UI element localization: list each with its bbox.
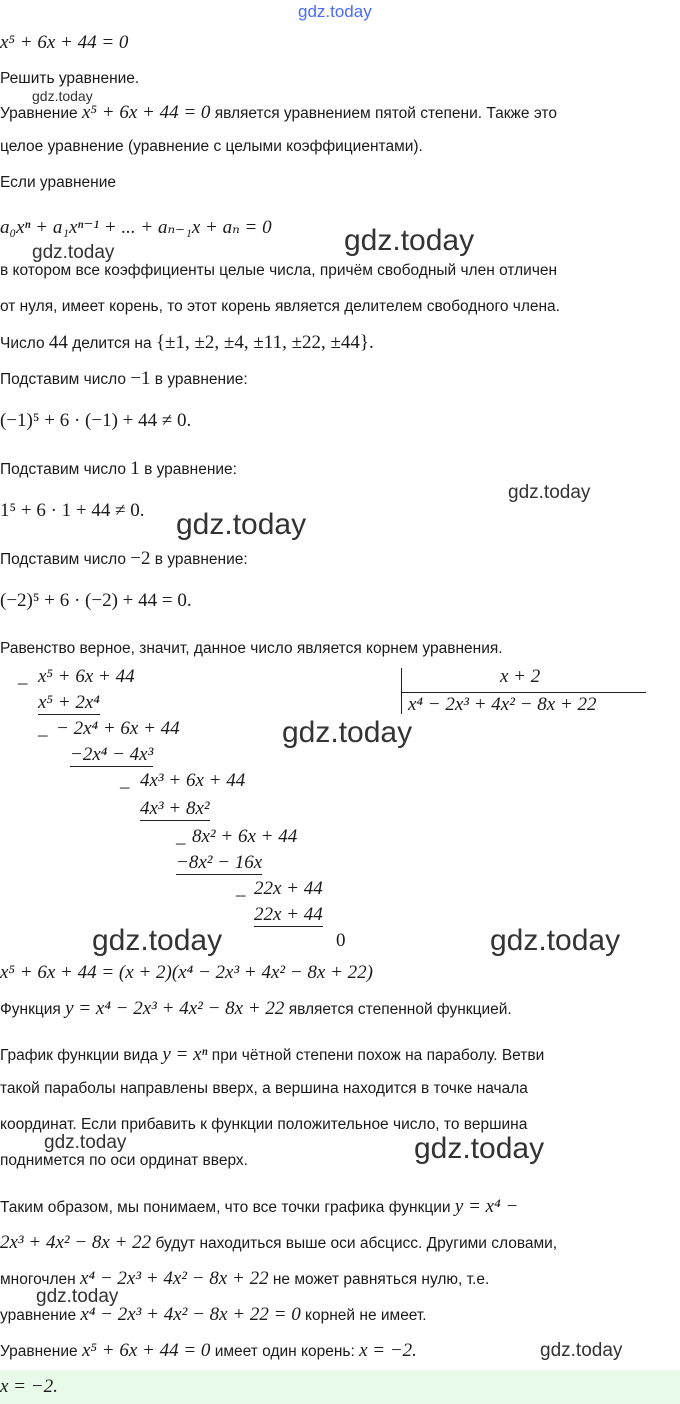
calculation: (−1)⁵ + 6 · (−1) + 44 ≠ 0. (0, 410, 192, 431)
text-line (0, 548, 248, 570)
equation: x⁵ + 6x + 44 = 0 (81, 102, 211, 123)
watermark: gdz.today (282, 716, 413, 749)
text-line: от нуля, имеет корень, то этот корень является делителем свободного члена. (0, 298, 560, 315)
text-line (0, 102, 557, 124)
division-bar-vertical (401, 668, 402, 714)
text-line (0, 458, 237, 480)
text-line (0, 998, 512, 1020)
text-line (0, 1196, 518, 1218)
subtrahend: −8x² − 16x (176, 852, 263, 873)
watermark: gdz.today (344, 224, 475, 257)
text: Уравнение (0, 105, 78, 122)
watermark: gdz.today (32, 88, 93, 104)
subtrahend: −2x⁴ − 4x³ (70, 744, 154, 765)
minus-sign: _ (236, 878, 246, 899)
text: при чётной степени похож на параболу. Ветви (211, 1047, 545, 1064)
watermark: gdz.today (414, 1132, 545, 1165)
text: Подставим число (0, 551, 126, 568)
text: График функции вида (0, 1047, 158, 1064)
text-line (0, 1044, 544, 1066)
subtrahend: x⁵ + 2x⁴ (38, 692, 100, 713)
text: Уравнение (0, 1343, 78, 1360)
minus-sign: _ (120, 770, 130, 791)
equation: x⁴ − 2x³ + 4x² − 8x + 22 (80, 1268, 269, 1289)
calculation: (−2)⁵ + 6 · (−2) + 44 = 0. (0, 590, 192, 611)
watermark: gdz.today (36, 1286, 119, 1307)
text: в уравнение: (154, 371, 248, 388)
equation: x⁵ + 6x + 44 = 0 (81, 1340, 211, 1361)
text: Подставим число (0, 461, 126, 478)
remainder: 8x² + 6x + 44 (192, 826, 298, 847)
divisor-set: {±1, ±2, ±4, ±11, ±22, ±44}. (155, 332, 374, 353)
general-equation: a₀xⁿ + a₁xⁿ⁻¹ + ... + aₙ₋₁x + aₙ = 0 (0, 217, 272, 238)
text: имеет один корень: (214, 1343, 355, 1360)
watermark: gdz.today (508, 482, 591, 503)
text-line (0, 1268, 489, 1290)
text-line: Если уравнение (0, 174, 116, 191)
watermark: gdz.today (44, 1132, 127, 1153)
text-line (0, 1340, 417, 1362)
number: −1 (130, 368, 151, 389)
factored-equation: x⁵ + 6x + 44 = (x + 2)(x⁴ − 2x³ + 4x² − 8x + 22) (0, 962, 374, 983)
text: Функция (0, 1001, 61, 1018)
text: Подставим число (0, 371, 126, 388)
text: корней не имеет. (305, 1307, 427, 1324)
equation: y = x⁴ − 2x³ + 4x² − 8x + 22 (65, 998, 285, 1019)
equation: x⁴ − 2x³ + 4x² − 8x + 22 = 0 (80, 1304, 301, 1325)
watermark: gdz.today (176, 508, 307, 541)
equation: y = xⁿ (162, 1044, 208, 1065)
root: x = −2. (359, 1340, 417, 1361)
text-line (0, 368, 248, 390)
equation: 2x³ + 4x² − 8x + 22 (0, 1232, 152, 1253)
minus-sign: _ (176, 826, 186, 847)
dividend: x⁵ + 6x + 44 (38, 666, 135, 687)
answer-box (0, 1370, 680, 1404)
number: 44 (48, 332, 68, 353)
remainder: 4x³ + 6x + 44 (140, 770, 246, 791)
text-line: в котором все коэффициенты целые числа, причём свободный член отличен (0, 262, 558, 279)
divisor: x + 2 (500, 666, 541, 687)
text: является степенной функцией. (288, 1001, 512, 1018)
watermark: gdz.today (32, 242, 115, 263)
calculation: 1⁵ + 6 · 1 + 44 ≠ 0. (0, 500, 145, 521)
text: делится на (72, 335, 152, 352)
text-line (0, 1304, 427, 1326)
text: Число (0, 335, 45, 352)
remainder: 22x + 44 (254, 878, 323, 899)
subtrahend: 22x + 44 (254, 904, 323, 925)
number: −2 (130, 548, 151, 569)
text-line: такой параболы направлены вверх, а вершина находится в точке начала (0, 1080, 528, 1097)
text: Таким образом, мы понимаем, что все точки графика функции (0, 1199, 451, 1216)
quotient: x⁴ − 2x³ + 4x² − 8x + 22 (408, 694, 597, 715)
text-line: целое уравнение (уравнение с целыми коэффициентами). (0, 138, 423, 155)
main-equation: x⁵ + 6x + 44 = 0 (0, 32, 129, 53)
watermark-top: gdz.today (298, 2, 372, 21)
watermark: gdz.today (92, 924, 223, 957)
minus-sign: _ (18, 666, 28, 687)
text-line: координат. Если прибавить к функции положительное число, то вершина (0, 1116, 528, 1133)
text-line: поднимется по оси ординат вверх. (0, 1152, 248, 1169)
text: уравнение (0, 1307, 77, 1324)
watermark: gdz.today (490, 924, 621, 957)
text: в уравнение: (154, 551, 248, 568)
minus-sign: _ (38, 718, 48, 739)
remainder: − 2x⁴ + 6x + 44 (56, 718, 180, 739)
text-line: Решить уравнение. (0, 70, 140, 87)
number: 1 (130, 458, 140, 479)
text: многочлен (0, 1271, 76, 1288)
equation: y = x⁴ − (454, 1196, 519, 1217)
text-line: Равенство верное, значит, данное число является корнем уравнения. (0, 640, 503, 657)
answer: x = −2. (0, 1376, 58, 1397)
subtrahend: 4x³ + 8x² (140, 798, 210, 819)
text: будут находиться выше оси абсцисс. Другими словами, (155, 1235, 558, 1252)
text-line (0, 1232, 557, 1254)
text: является уравнением пятой степени. Также это (214, 105, 557, 122)
text-line (0, 332, 374, 354)
final-remainder: 0 (336, 930, 346, 951)
text: в уравнение: (144, 461, 237, 478)
watermark: gdz.today (540, 1340, 623, 1361)
text: не может равняться нулю, т.е. (272, 1271, 490, 1288)
